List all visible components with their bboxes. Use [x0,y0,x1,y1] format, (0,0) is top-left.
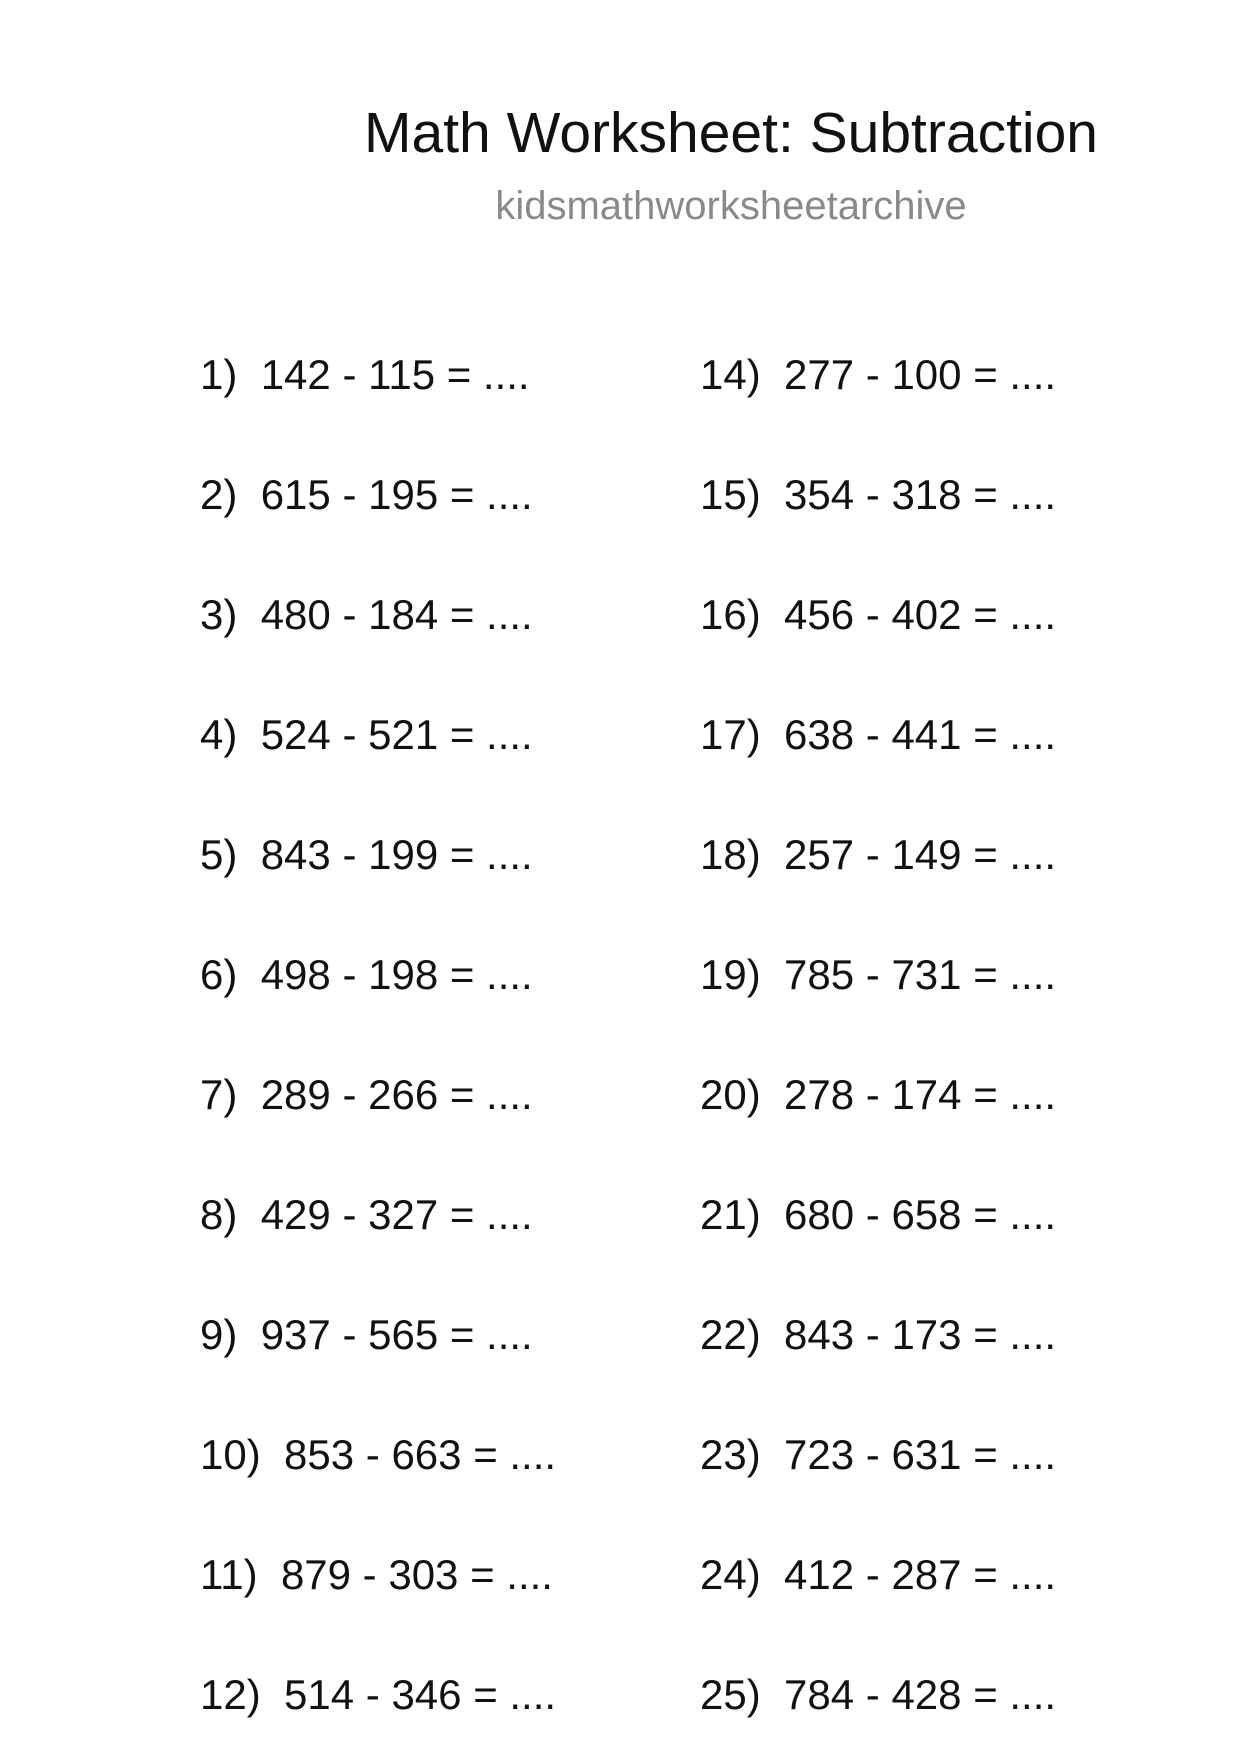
problem-number: 4) [200,711,238,758]
problem-item [200,590,533,640]
problem-item [200,710,533,760]
problem-number: 8) [200,1191,238,1238]
problem-expression: 456 - 402 = .... [784,591,1057,638]
problem-item [700,1670,1056,1720]
problem-item [200,830,533,880]
problem-expression: 843 - 173 = .... [784,1311,1057,1358]
problem-expression: 257 - 149 = .... [784,831,1057,878]
problem-number: 11) [200,1551,258,1598]
problem-item [700,1550,1056,1600]
problem-item [700,1070,1056,1120]
problem-expression: 498 - 198 = .... [260,951,533,998]
problem-item [700,1190,1056,1240]
problem-number: 24) [700,1551,761,1598]
problem-expression: 278 - 174 = .... [784,1071,1057,1118]
problem-item [200,350,530,400]
problem-item [700,710,1056,760]
problem-expression: 142 - 115 = .... [260,351,530,398]
problem-expression: 638 - 441 = .... [784,711,1057,758]
problem-number: 22) [700,1311,761,1358]
problem-number: 12) [200,1671,261,1718]
problem-expression: 879 - 303 = .... [280,1551,553,1598]
problem-expression: 680 - 658 = .... [784,1191,1057,1238]
problem-expression: 354 - 318 = .... [784,471,1057,518]
problem-expression: 412 - 287 = .... [784,1551,1057,1598]
problem-number: 9) [200,1311,238,1358]
problem-number: 6) [200,951,238,998]
problem-expression: 480 - 184 = .... [260,591,533,638]
problem-number: 25) [700,1671,761,1718]
problem-expression: 524 - 521 = .... [260,711,533,758]
problem-number: 10) [200,1431,261,1478]
problem-item [700,830,1056,880]
problem-item [700,590,1056,640]
problem-number: 15) [700,471,761,518]
problem-number: 3) [200,591,238,638]
problem-expression: 937 - 565 = .... [260,1311,533,1358]
problem-number: 17) [700,711,761,758]
problem-expression: 514 - 346 = .... [284,1671,557,1718]
problem-item [200,1430,556,1480]
problem-item [700,1430,1056,1480]
problem-number: 5) [200,831,238,878]
problem-item [200,1070,533,1120]
problem-expression: 723 - 631 = .... [784,1431,1057,1478]
problem-expression: 785 - 731 = .... [784,951,1057,998]
problem-item [700,350,1056,400]
problem-expression: 784 - 428 = .... [784,1671,1057,1718]
problem-item [200,1550,553,1600]
problem-item [200,1310,533,1360]
problem-number: 1) [200,351,238,398]
worksheet-title: Math Worksheet: Subtraction [364,101,1098,165]
problem-number: 16) [700,591,761,638]
problem-number: 21) [700,1191,761,1238]
problem-number: 19) [700,951,761,998]
problem-item [700,470,1056,520]
problem-item [200,1190,533,1240]
worksheet-source: kidsmathworksheetarchive [495,184,967,228]
problem-item [700,950,1056,1000]
problem-number: 14) [700,351,761,398]
problem-number: 7) [200,1071,238,1118]
problem-number: 23) [700,1431,761,1478]
problem-item [200,1670,556,1720]
problem-item [200,470,533,520]
problem-expression: 289 - 266 = .... [260,1071,533,1118]
problem-expression: 277 - 100 = .... [784,351,1057,398]
problem-expression: 853 - 663 = .... [284,1431,557,1478]
problem-number: 2) [200,471,238,518]
problem-expression: 429 - 327 = .... [260,1191,533,1238]
problem-number: 18) [700,831,761,878]
problem-number: 20) [700,1071,761,1118]
problem-expression: 843 - 199 = .... [260,831,533,878]
problem-item [200,950,533,1000]
problem-expression: 615 - 195 = .... [260,471,533,518]
problem-item [700,1310,1056,1360]
